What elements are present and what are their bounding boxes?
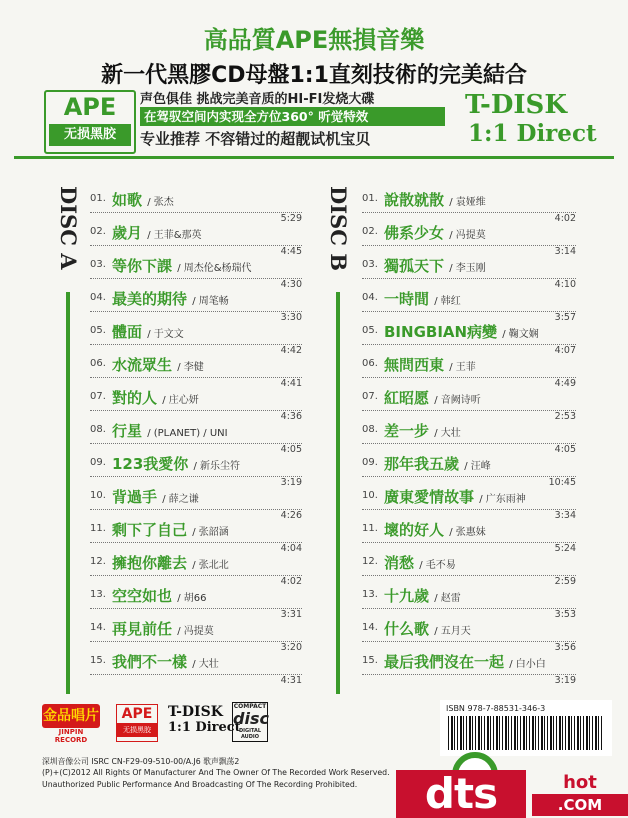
- dotted-leader: [362, 344, 576, 345]
- track-number: 10.: [362, 490, 378, 501]
- track-duration: 4:05: [280, 444, 302, 455]
- track-duration: 10:45: [548, 477, 576, 488]
- publisher-line: 深圳音像公司 ISRC CN-F29-09-510-00/A.J6 歌声飘荡2: [42, 757, 240, 766]
- track-artist: 薛之谦: [168, 494, 199, 505]
- track-duration: 3:53: [554, 609, 576, 620]
- dotted-leader: [90, 443, 302, 444]
- track-title: 紅昭愿 / 音阙诗听: [384, 389, 481, 407]
- track-title: 那年我五歲 / 汪峰: [384, 455, 491, 473]
- track-artist: 大壮: [440, 428, 461, 439]
- page-subtitle: 新一代黑膠CD母盤1:1直刻技術的完美結合: [101, 63, 527, 88]
- track-row: [90, 553, 302, 585]
- track-duration: 4:10: [554, 279, 576, 290]
- track-duration: 4:30: [280, 279, 302, 290]
- tagline-2: 在驾驭空间内实现全方位360° 听觉特效: [140, 107, 445, 126]
- track-duration: 2:53: [554, 411, 576, 422]
- track-number: 05.: [362, 325, 378, 336]
- track-title: 123我愛你 / 新乐尘符: [112, 455, 241, 473]
- watermark: [396, 770, 628, 818]
- track-artist: 白小白: [515, 659, 546, 670]
- track-title: 體面 / 于文文: [112, 323, 184, 341]
- track-number: 03.: [362, 259, 378, 270]
- track-artist: 张杰: [153, 197, 174, 208]
- track-title: 如歌 / 张杰: [112, 191, 174, 209]
- track-number: 07.: [90, 391, 106, 402]
- ape-small-logo-top: APE: [121, 706, 153, 722]
- track-duration: 4:05: [554, 444, 576, 455]
- track-artist: 赵雷: [440, 593, 461, 604]
- track-artist: (PLANET) / UNI: [153, 428, 228, 439]
- tdisk-small-logo-bottom: 1:1 Direct: [168, 720, 241, 735]
- track-number: 13.: [362, 589, 378, 600]
- dotted-leader: [90, 608, 302, 609]
- cd-logo-top: COMPACT: [233, 703, 267, 710]
- dotted-leader: [90, 509, 302, 510]
- track-artist: 冯提莫: [183, 626, 214, 637]
- track-number: 04.: [90, 292, 106, 303]
- watermark-dts: dts: [396, 770, 526, 818]
- track-number: 01.: [362, 193, 378, 204]
- dotted-leader: [362, 476, 576, 477]
- dotted-leader: [362, 674, 576, 675]
- track-row: [90, 421, 302, 453]
- disc-b-bar: [336, 292, 340, 694]
- dotted-leader: [90, 575, 302, 576]
- ape-logo-top: APE: [63, 93, 117, 121]
- barcode-icon: [448, 716, 604, 750]
- track-duration: 3:31: [280, 609, 302, 620]
- track-title: BINGBIAN病變 / 鞠文娴: [384, 323, 539, 341]
- track-artist: 于文文: [153, 329, 184, 340]
- track-duration: 4:02: [280, 576, 302, 587]
- track-artist: 张惠妹: [455, 527, 486, 538]
- track-number: 02.: [90, 226, 106, 237]
- track-duration: 3:19: [280, 477, 302, 488]
- track-row: [90, 487, 302, 519]
- track-title: 獨孤天下 / 李玉刚: [384, 257, 486, 275]
- track-title: 佛系少女 / 冯提莫: [384, 224, 486, 242]
- track-duration: 5:29: [280, 213, 302, 224]
- track-row: [362, 586, 576, 618]
- track-artist: 袁娅维: [455, 197, 486, 208]
- track-artist: 广东雨神: [485, 494, 526, 505]
- track-row: [362, 421, 576, 453]
- track-row: [362, 553, 576, 585]
- disc-b-label: DISC B: [326, 186, 351, 271]
- track-row: [362, 223, 576, 255]
- track-number: 14.: [90, 622, 106, 633]
- track-row: [362, 355, 576, 387]
- track-duration: 3:14: [554, 246, 576, 257]
- disc-a-bar: [66, 292, 70, 694]
- dotted-leader: [90, 641, 302, 642]
- dotted-leader: [362, 377, 576, 378]
- dotted-leader: [90, 311, 302, 312]
- track-row: [90, 652, 302, 684]
- track-row: [362, 652, 576, 684]
- track-row: [90, 190, 302, 222]
- track-title: 等你下課 / 周杰伦&杨瑞代: [112, 257, 252, 275]
- track-artist: 李玉刚: [455, 263, 486, 274]
- dotted-leader: [362, 245, 576, 246]
- dotted-leader: [362, 410, 576, 411]
- track-number: 04.: [362, 292, 378, 303]
- track-artist: 毛不易: [425, 560, 456, 571]
- dotted-leader: [362, 311, 576, 312]
- track-row: [90, 388, 302, 420]
- disc-a-label: DISC A: [56, 186, 81, 270]
- track-number: 15.: [90, 655, 106, 666]
- track-row: [90, 355, 302, 387]
- track-number: 11.: [362, 523, 378, 534]
- track-title: 最后我們沒在一起 / 白小白: [384, 653, 546, 671]
- track-number: 12.: [362, 556, 378, 567]
- track-duration: 3:56: [554, 642, 576, 653]
- ape-logo: [44, 90, 136, 154]
- track-artist: 五月天: [440, 626, 471, 637]
- track-duration: 2:59: [554, 576, 576, 587]
- dotted-leader: [90, 674, 302, 675]
- tagline-1: 声色俱佳 挑战完美音质的HI-FI发烧大碟: [140, 92, 375, 107]
- dotted-leader: [90, 278, 302, 279]
- track-number: 06.: [90, 358, 106, 369]
- track-artist: 冯提莫: [455, 230, 486, 241]
- track-duration: 4:41: [280, 378, 302, 389]
- track-artist: 鞠文娴: [508, 329, 539, 340]
- dotted-leader: [90, 410, 302, 411]
- track-number: 02.: [362, 226, 378, 237]
- track-number: 01.: [90, 193, 106, 204]
- track-title: 對的人 / 庄心妍: [112, 389, 199, 407]
- compact-disc-logo: [232, 702, 268, 742]
- track-row: [362, 190, 576, 222]
- isbn-text: ISBN 978-7-88531-346-3: [446, 704, 546, 713]
- jinpin-logo-sub: JINPIN RECORD: [54, 728, 88, 744]
- track-number: 08.: [90, 424, 106, 435]
- track-title: 擁抱你離去 / 张北北: [112, 554, 229, 572]
- track-number: 13.: [90, 589, 106, 600]
- track-artist: 周笔畅: [198, 296, 229, 307]
- track-number: 06.: [362, 358, 378, 369]
- dotted-leader: [362, 443, 576, 444]
- track-artist: 汪峰: [470, 461, 491, 472]
- ape-logo-bottom: 无损黑胶: [49, 124, 131, 146]
- track-title: 差一步 / 大壮: [384, 422, 461, 440]
- track-duration: 3:19: [554, 675, 576, 686]
- track-number: 08.: [362, 424, 378, 435]
- track-artist: 周杰伦&杨瑞代: [183, 263, 252, 274]
- track-row: [90, 322, 302, 354]
- track-duration: 4:07: [554, 345, 576, 356]
- track-title: 背過手 / 薛之谦: [112, 488, 199, 506]
- direct-logo: 1:1 Direct: [468, 120, 597, 147]
- track-title: 我們不一樣 / 大壮: [112, 653, 219, 671]
- track-number: 05.: [90, 325, 106, 336]
- track-number: 14.: [362, 622, 378, 633]
- jinpin-logo: [42, 704, 100, 744]
- track-duration: 3:34: [554, 510, 576, 521]
- track-artist: 韩红: [440, 296, 461, 307]
- track-number: 10.: [90, 490, 106, 501]
- track-title: 再見前任 / 冯提莫: [112, 620, 214, 638]
- track-artist: 胡66: [183, 593, 207, 604]
- dotted-leader: [362, 641, 576, 642]
- track-row: [90, 619, 302, 651]
- track-number: 09.: [362, 457, 378, 468]
- track-artist: 张北北: [198, 560, 229, 571]
- track-title: 十九歲 / 赵雷: [384, 587, 461, 605]
- track-artist: 王菲&那英: [153, 230, 202, 241]
- ape-small-logo: [116, 704, 158, 742]
- track-row: [362, 388, 576, 420]
- track-row: [90, 289, 302, 321]
- tagline-3: 专业推荐 不容错过的超靓试机宝贝: [140, 130, 371, 148]
- watermark-com: .COM: [532, 794, 628, 816]
- ape-small-logo-bottom: 无损黑胶: [117, 723, 157, 737]
- track-artist: 李健: [183, 362, 204, 373]
- track-duration: 5:24: [554, 543, 576, 554]
- dotted-leader: [362, 575, 576, 576]
- track-number: 11.: [90, 523, 106, 534]
- track-row: [362, 487, 576, 519]
- track-title: 廣東愛情故事 / 广东雨神: [384, 488, 526, 506]
- tdisk-small-logo: [168, 704, 241, 735]
- dotted-leader: [362, 278, 576, 279]
- track-artist: 庄心妍: [168, 395, 199, 406]
- track-row: [362, 619, 576, 651]
- track-number: 07.: [362, 391, 378, 402]
- tdisk-logo: T-DISK: [465, 90, 567, 120]
- track-artist: 音阙诗听: [440, 395, 481, 406]
- track-duration: 4:26: [280, 510, 302, 521]
- track-duration: 3:30: [280, 312, 302, 323]
- track-row: [362, 289, 576, 321]
- cd-logo-bottom: DIGITAL AUDIO: [238, 728, 262, 740]
- dotted-leader: [90, 344, 302, 345]
- track-duration: 3:57: [554, 312, 576, 323]
- track-title: 說散就散 / 袁娅维: [384, 191, 486, 209]
- track-row: [362, 322, 576, 354]
- dotted-leader: [90, 476, 302, 477]
- track-title: 最美的期待 / 周笔畅: [112, 290, 229, 308]
- track-row: [90, 520, 302, 552]
- track-title: 剩下了自己 / 张韶涵: [112, 521, 229, 539]
- track-title: 水流眾生 / 李健: [112, 356, 204, 374]
- track-row: [362, 520, 576, 552]
- page-title: 高品質APE無損音樂: [203, 26, 425, 54]
- track-number: 03.: [90, 259, 106, 270]
- track-row: [362, 454, 576, 486]
- track-row: [90, 256, 302, 288]
- rights-line-1: (P)+(C)2012 All Rights Of Manufacturer And The Owner Of The Recorded Work Reserved.: [42, 768, 390, 777]
- jinpin-logo-text: 金品唱片: [42, 704, 100, 728]
- track-duration: 4:31: [280, 675, 302, 686]
- track-artist: 王菲: [455, 362, 476, 373]
- dotted-leader: [362, 608, 576, 609]
- track-artist: 张韶涵: [198, 527, 229, 538]
- track-duration: 4:42: [280, 345, 302, 356]
- track-duration: 4:36: [280, 411, 302, 422]
- track-row: [90, 454, 302, 486]
- track-duration: 3:20: [280, 642, 302, 653]
- track-duration: 4:02: [554, 213, 576, 224]
- track-number: 09.: [90, 457, 106, 468]
- cd-logo-mid: disc: [233, 709, 269, 728]
- dotted-leader: [90, 245, 302, 246]
- track-artist: 大壮: [198, 659, 219, 670]
- track-title: 歲月 / 王菲&那英: [112, 224, 202, 242]
- track-title: 壞的好人 / 张惠妹: [384, 521, 486, 539]
- tdisk-small-logo-top: T-DISK: [168, 704, 223, 720]
- track-title: 空空如也 / 胡66: [112, 587, 207, 605]
- dotted-leader: [362, 509, 576, 510]
- dotted-leader: [90, 212, 302, 213]
- track-artist: 新乐尘符: [200, 461, 241, 472]
- track-number: 15.: [362, 655, 378, 666]
- track-title: 無問西東 / 王菲: [384, 356, 476, 374]
- track-number: 12.: [90, 556, 106, 567]
- rights-line-2: Unauthorized Public Performance And Broadcasting Of The Recording Prohibited.: [42, 780, 358, 789]
- dotted-leader: [90, 542, 302, 543]
- dotted-leader: [90, 377, 302, 378]
- dotted-leader: [362, 212, 576, 213]
- track-row: [90, 586, 302, 618]
- track-title: 行星 / (PLANET) / UNI: [112, 422, 228, 440]
- track-row: [90, 223, 302, 255]
- track-title: 一時間 / 韩红: [384, 290, 461, 308]
- track-duration: 4:45: [280, 246, 302, 257]
- track-duration: 4:49: [554, 378, 576, 389]
- watermark-hot: hot: [563, 772, 597, 793]
- isbn-barcode: [440, 700, 612, 756]
- track-title: 什么歌 / 五月天: [384, 620, 471, 638]
- track-title: 消愁 / 毛不易: [384, 554, 456, 572]
- dotted-leader: [362, 542, 576, 543]
- track-duration: 4:04: [280, 543, 302, 554]
- track-row: [362, 256, 576, 288]
- header-rule: [14, 156, 614, 159]
